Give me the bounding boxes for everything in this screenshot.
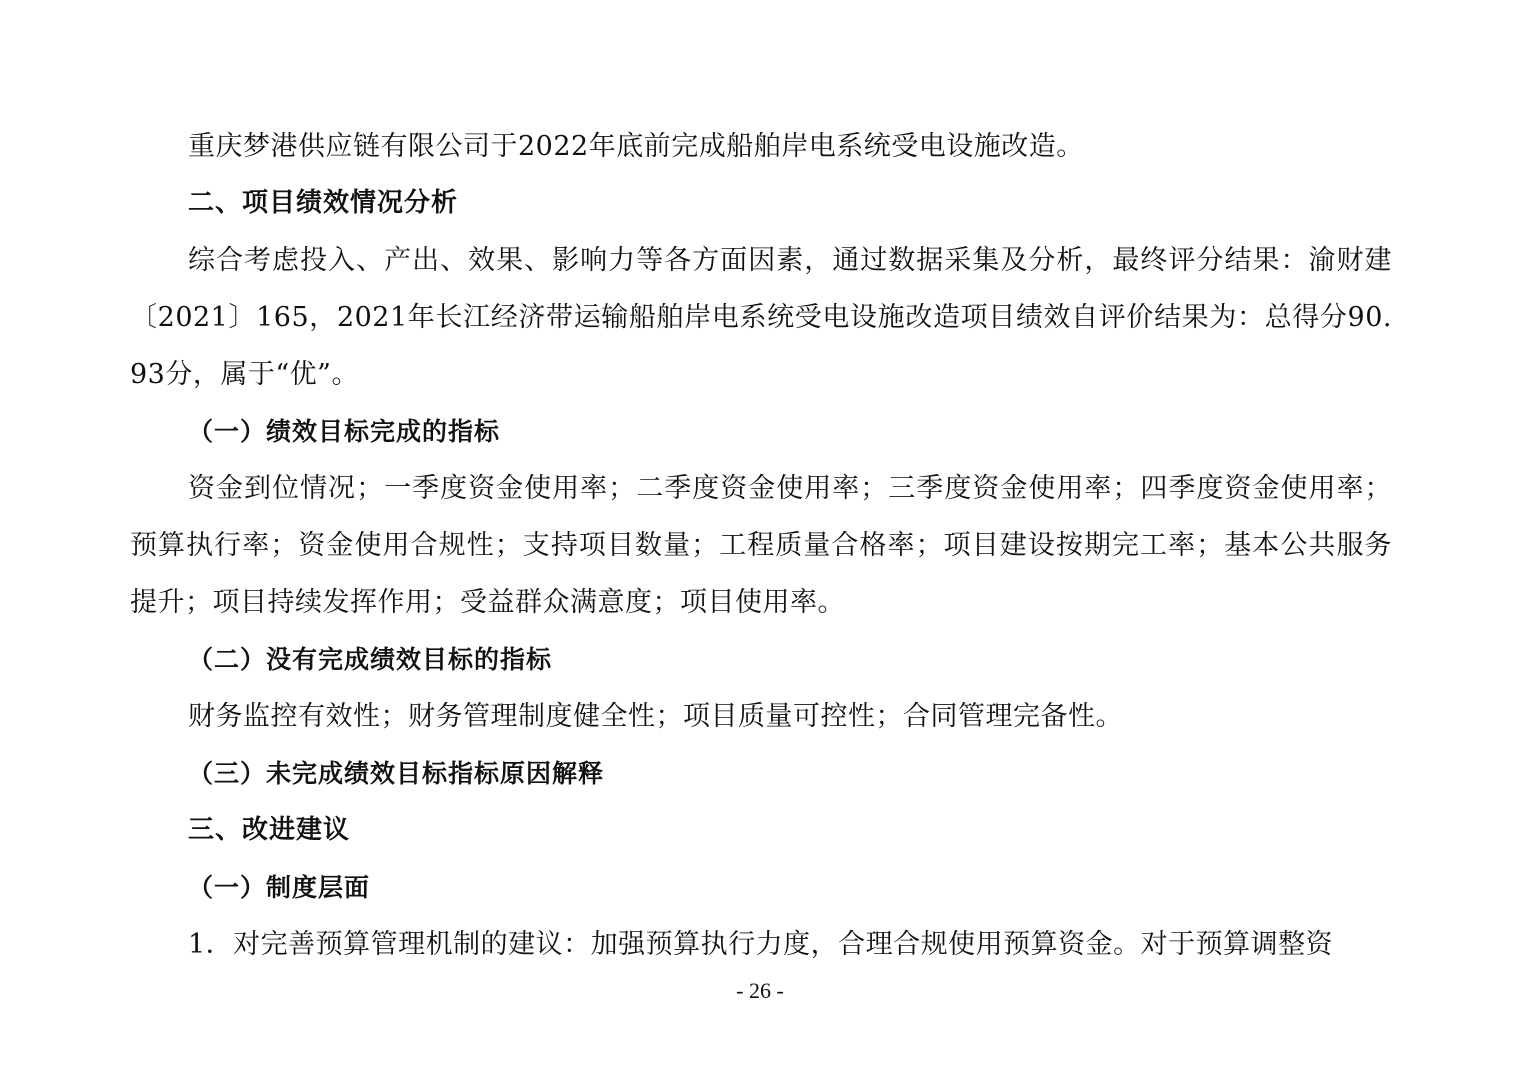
paragraph-budget-suggestion: 1．对完善预算管理机制的建议：加强预算执行力度，合理合规使用预算资金。对于预算调整资 <box>188 929 1334 960</box>
section-heading-performance-analysis: 二、项目绩效情况分析 <box>188 188 459 218</box>
paragraph-completion-note: 重庆梦港供应链有限公司于2022年底前完成船舶岸电系统受电设施改造。 <box>188 131 1084 162</box>
section-heading-improvement-suggestions: 三、改进建议 <box>188 815 351 845</box>
paragraph-completed-indicators: 资金到位情况；一季度资金使用率；二季度资金使用率；三季度资金使用率；四季度资金使用率；预算执行率；资金使用合规性；支持项目数量；工程质量合格率；项目建设按期完工率；基本公共服务提升；项目持续发挥作用；受益群众满意度；项目使用率。 <box>130 473 1392 618</box>
subheading-reason-explanation: （三）未完成绩效目标指标原因解释 <box>188 759 605 788</box>
paragraph-uncompleted-indicators: 财务监控有效性；财务管理制度健全性；项目质量可控性；合同管理完备性。 <box>188 701 1123 732</box>
subheading-completed-indicators: （一）绩效目标完成的指标 <box>188 417 501 446</box>
page-number: - 26 - <box>736 978 784 1003</box>
subheading-uncompleted-indicators: （二）没有完成绩效目标的指标 <box>188 645 553 674</box>
subheading-institutional-level: （一）制度层面 <box>188 873 371 902</box>
document-body <box>130 118 1392 973</box>
paragraph-evaluation-result: 综合考虑投入、产出、效果、影响力等各方面因素，通过数据采集及分析，最终评分结果：渝财建〔2021〕165，2021年长江经济带运输船舶岸电系统受电设施改造项目绩效自评价结果为：总得分90.93分，属于“优”。 <box>130 245 1392 390</box>
